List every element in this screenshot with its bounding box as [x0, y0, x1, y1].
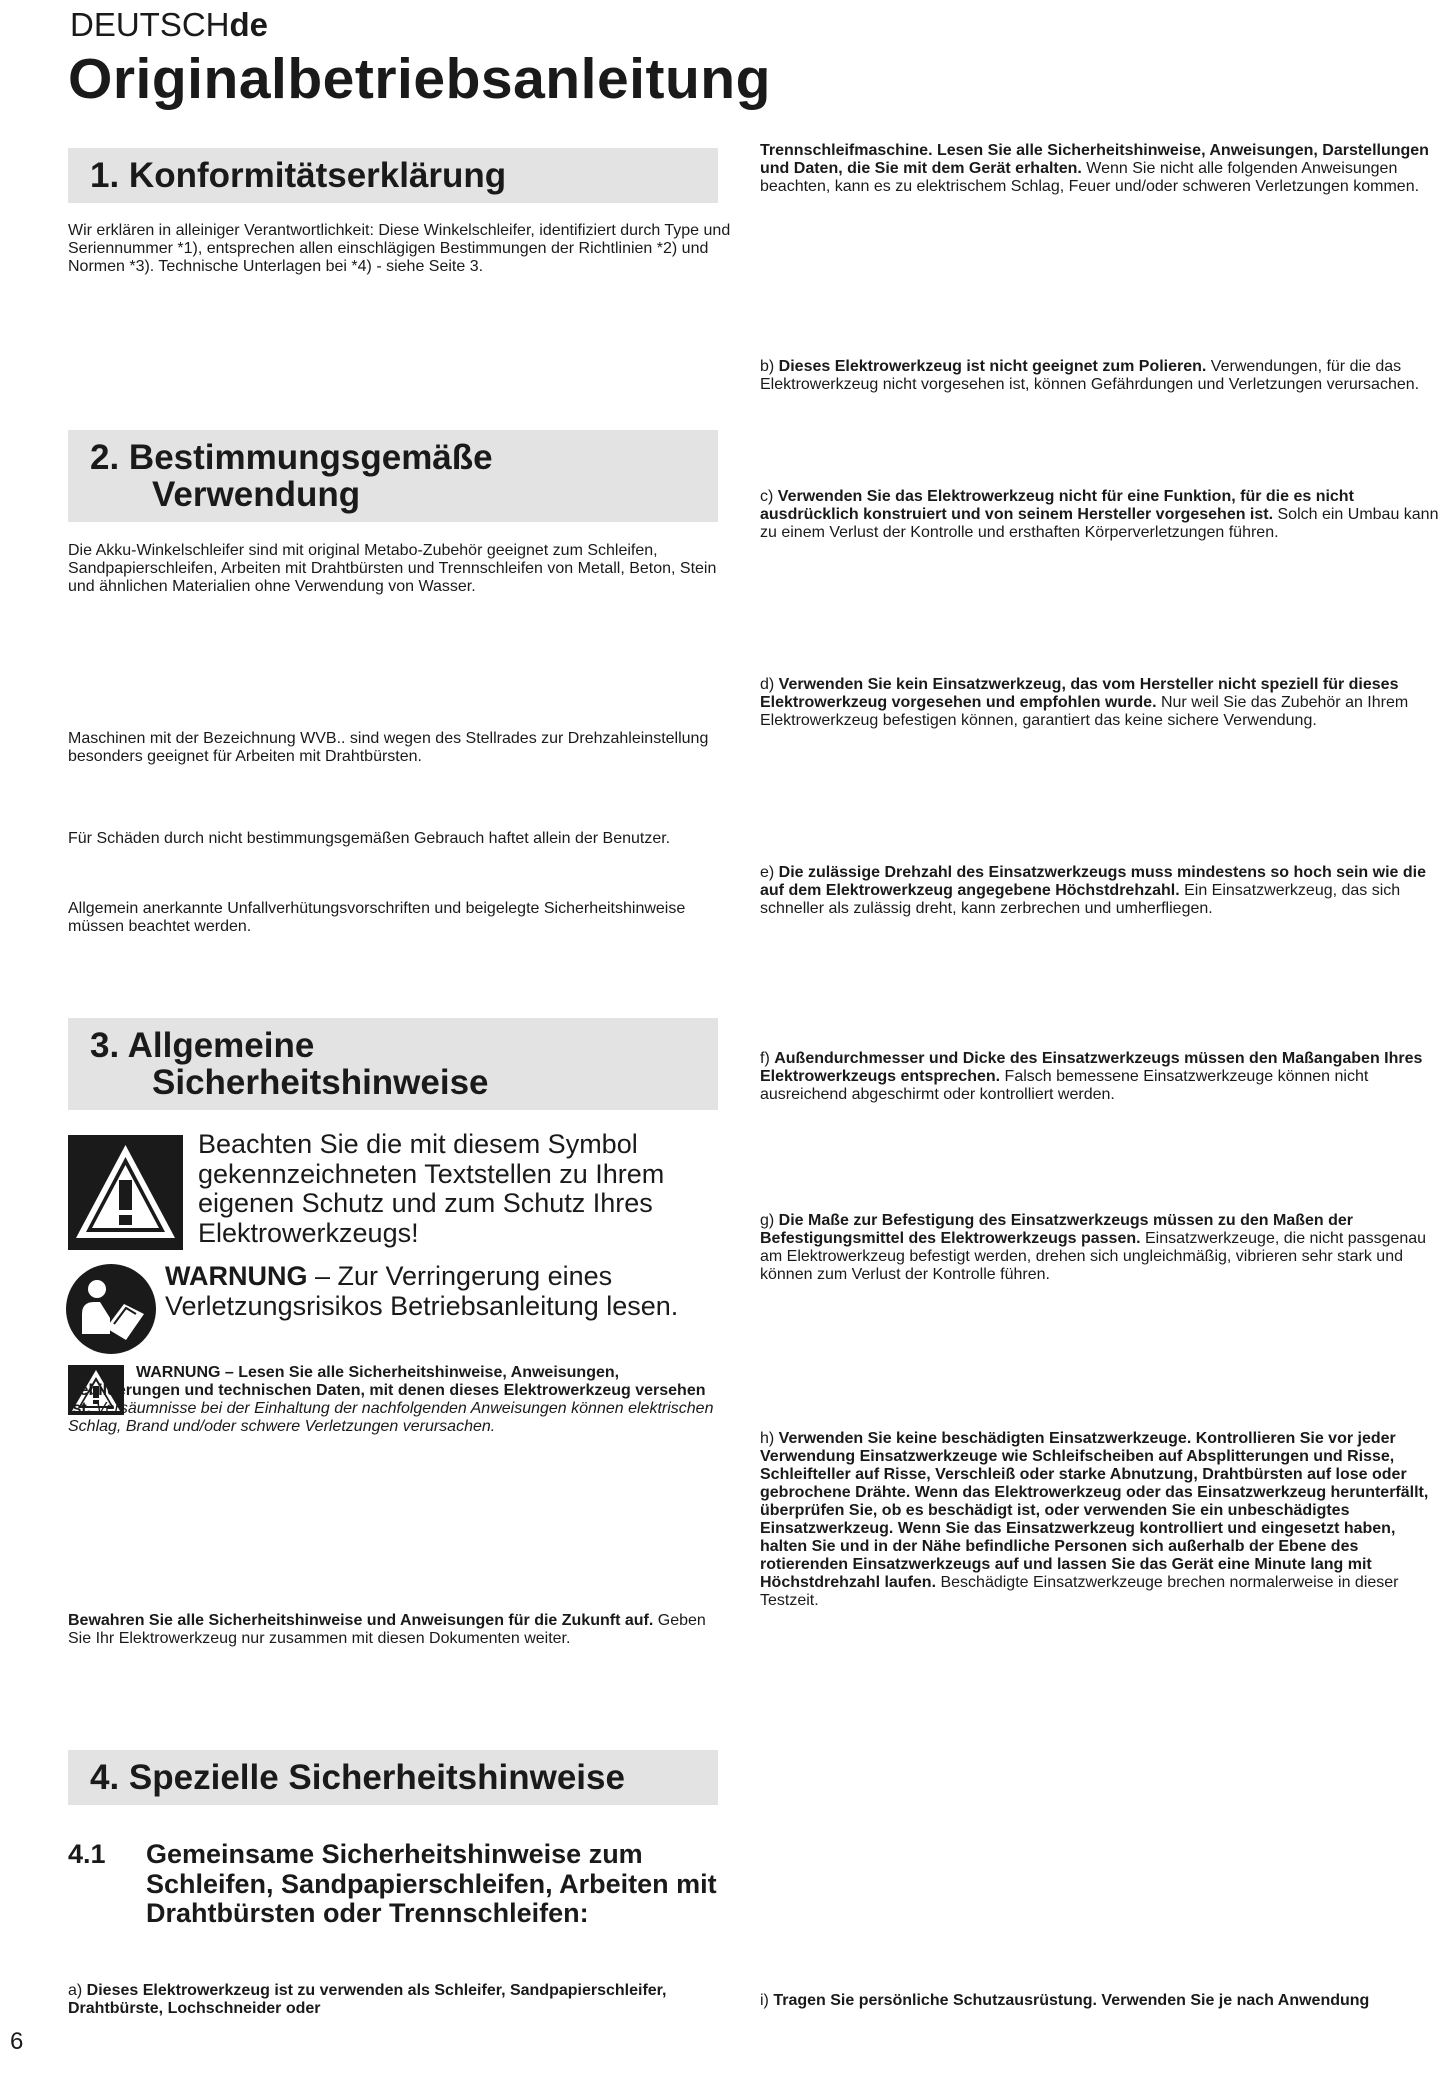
item-e-bold: Die zulässige Drehzahl des Einsatzwerkzeugs muss mindestens so hoch sein wie die auf dem Elektrowerkzeug angegebene Höchstdrehzahl. — [760, 864, 1426, 899]
item-c-label: c) — [760, 488, 778, 505]
section-2-paragraph-1: Die Akku-Winkelschleifer sind mit original Metabo-Zubehör geeignet zum Schleifen, Sandpapierschleifen, Arbeiten mit Drahtbürsten und Trennschleifen von Metall, Beton, Stein und ähnlichen Materialien ohne Verwendung von Wasser. — [68, 542, 717, 595]
section-2-title-line2: Verwendung — [152, 475, 361, 514]
item-b-text: Verwendungen, für die das Elektrowerkzeug nicht vorgesehen ist, können Gefährdungen und Verletzungen verursachen. — [760, 358, 1420, 393]
item-a-text: Wenn Sie nicht alle folgenden Anweisungen beachten, kann es zu elektrischem Schlag, Feuer und/oder schweren Verletzungen kommen. — [760, 160, 1420, 195]
item-a-bold-right: Trennschleifmaschine. Lesen Sie alle Sicherheitshinweise, Anweisungen, Darstellungen und Daten, die Sie mit dem Gerät erhalten. — [760, 142, 1429, 177]
page-number: 6 — [10, 2028, 24, 2055]
section-4-title: 4. Spezielle Sicherheitshinweise — [90, 1758, 625, 1797]
item-c-bold: Verwenden Sie das Elektrowerkzeug nicht für eine Funktion, für die es nicht ausdrücklich konstruiert und von seinem Hersteller vorgesehen ist. — [760, 488, 1354, 523]
language-code: de — [229, 6, 269, 43]
section-2-heading — [68, 430, 718, 522]
warning-read-manual — [165, 1262, 735, 1321]
item-b — [760, 358, 1440, 394]
item-g-label: g) — [760, 1212, 779, 1229]
warning-1-label: WARNUNG — [165, 1261, 308, 1291]
section-1-title: 1. Konformitätserklärung — [90, 156, 507, 195]
item-f-label: f) — [760, 1050, 775, 1067]
item-h-bold: Verwenden Sie keine beschädigten Einsatzwerkzeuge. Kontrollieren Sie vor jeder Verwendung Einsatzwerkzeuge wie Schleifscheiben auf Absplitterungen und Risse, Schleifteller auf Risse, Verschleiß oder starke Abnutzung, Drahtbürsten auf lose oder gebrochene Drähte. Wenn das Elektrowerkzeug oder das Einsatzwerkzeug herunterfällt, überprüfen Sie, ob es beschädigt ist, oder verwenden Sie ein unbeschädigtes Einsatzwerkzeug. Wenn Sie das Einsatzwerkzeug kontrolliert und eingesetzt haben, halten Sie und in der Nähe befindliche Personen sich außerhalb der Ebene des rotierenden Einsatzwerkzeugs auf und lassen Sie das Gerät eine Minute lang mit Höchstdrehzahl laufen. — [760, 1430, 1429, 1591]
warning-read-all — [68, 1364, 733, 1436]
item-a-label: a) — [68, 1982, 87, 1999]
keep-instructions-bold: Bewahren Sie alle Sicherheitshinweise und Anweisungen für die Zukunft auf. — [68, 1612, 654, 1629]
item-g — [760, 1212, 1440, 1284]
item-d-label: d) — [760, 676, 779, 693]
item-i-label: i) — [760, 1992, 774, 2009]
item-c — [760, 488, 1440, 542]
warning-2-bold: WARNUNG – Lesen Sie alle Sicherheitshinweise, Anweisungen, Bebilderungen und technischen Daten, mit denen dieses Elektrowerkzeug versehen ist. — [68, 1364, 706, 1417]
item-i-bold: Tragen Sie persönliche Schutzausrüstung. Verwenden Sie je nach Anwendung — [773, 1992, 1370, 2009]
item-d — [760, 676, 1440, 730]
read-manual-icon — [64, 1262, 158, 1356]
section-2-paragraph-3: Für Schäden durch nicht bestimmungsgemäßen Gebrauch haftet allein der Benutzer. — [68, 830, 671, 847]
section-1-body: Wir erklären in alleiniger Verantwortlichkeit: Diese Winkelschleifer, identifiziert durch Type und Seriennummer *1), entsprechen allen einschlägigen Bestimmungen der Richtlinien *2) und Normen *3). Technische Unterlagen bei *4) - siehe Seite 3. — [68, 222, 731, 275]
subsection-4-1-title: Gemeinsame Sicherheitshinweise zum Schleifen, Sandpapierschleifen, Arbeiten mit Drahtbürsten oder Trennschleifen: — [146, 1839, 717, 1928]
item-f-text: Falsch bemessene Einsatzwerkzeuge können nicht ausreichend abgeschirmt oder kontrolliert werden. — [760, 1068, 1369, 1103]
item-c-text: Solch ein Umbau kann zu einem Verlust der Kontrolle und ersthaften Körperverletzungen führen. — [760, 506, 1439, 541]
item-h-text: Beschädigte Einsatzwerkzeuge brechen normalerweise in dieser Testzeit. — [760, 1574, 1399, 1609]
item-e — [760, 864, 1440, 918]
section-1-heading — [68, 148, 718, 203]
item-d-text: Nur weil Sie das Zubehör an Ihrem Elektrowerkzeug befestigen können, garantiert das keine sichere Verwendung. — [760, 694, 1409, 729]
item-i — [760, 1992, 1440, 2010]
language-label — [70, 6, 268, 44]
keep-instructions — [68, 1612, 733, 1648]
subsection-4-1-number: 4.1 — [68, 1839, 106, 1869]
document-title: Originalbetriebsanleitung — [68, 47, 771, 111]
item-g-text: Einsatzwerkzeuge, die nicht passgenau am Elektrowerkzeug befestigt werden, drehen sich ungleichmäßig, vibrieren sehr stark und können zum Verlust der Kontrolle führen. — [760, 1230, 1427, 1283]
warning-2-italic: Versäumnisse bei der Einhaltung der nachfolgenden Anweisungen können elektrischen Schlag, Brand und/oder schwere Verletzungen verursachen. — [68, 1400, 714, 1435]
item-g-bold: Die Maße zur Befestigung des Einsatzwerkzeugs müssen zu den Maßen der Befestigungsmittel des Elektrowerkzeugs passen. — [760, 1212, 1354, 1247]
item-d-bold: Verwenden Sie kein Einsatzwerkzeug, das vom Hersteller nicht speziell für dieses Elektrowerkzeug vorgesehen und empfohlen wurde. — [760, 676, 1399, 711]
item-h-label: h) — [760, 1430, 779, 1447]
section-4-heading — [68, 1750, 718, 1805]
section-3-title-line1: 3. Allgemeine — [90, 1026, 315, 1065]
section-3-title-line2: Sicherheitshinweise — [152, 1063, 489, 1102]
item-a-bold-left: Dieses Elektrowerkzeug ist zu verwenden als Schleifer, Sandpapierschleifer, Drahtbürste, Lochschneider oder — [68, 1982, 667, 2017]
section-2-paragraph-4: Allgemein anerkannte Unfallverhütungsvorschriften und beigelegte Sicherheitshinweise müssen beachtet werden. — [68, 900, 686, 935]
item-f — [760, 1050, 1440, 1104]
item-a-right — [760, 142, 1440, 196]
subsection-4-1 — [68, 1840, 733, 1929]
item-b-bold: Dieses Elektrowerkzeug ist nicht geeignet zum Polieren. — [778, 358, 1207, 375]
item-b-label: b) — [760, 358, 779, 375]
item-e-text: Ein Einsatzwerkzeug, das sich schneller als zulässig dreht, kann zerbrechen und umherfliegen. — [760, 882, 1401, 917]
symbol-note: Beachten Sie die mit diesem Symbol gekennzeichneten Textstellen zu Ihrem eigenen Schutz und zum Schutz Ihres Elektrowerkzeugs! — [198, 1129, 665, 1248]
language-prefix: DEUTSCH — [70, 6, 230, 43]
item-h — [760, 1430, 1440, 1610]
warning-1-text: – Zur Verringerung eines Verletzungsrisikos Betriebsanleitung lesen. — [165, 1261, 679, 1321]
section-2-title-line1: 2. Bestimmungsgemäße — [90, 438, 493, 477]
section-3-heading — [68, 1018, 718, 1110]
keep-instructions-text: Geben Sie Ihr Elektrowerkzeug nur zusammen mit diesen Dokumenten weiter. — [68, 1612, 706, 1647]
item-f-bold: Außendurchmesser und Dicke des Einsatzwerkzeugs müssen den Maßangaben Ihres Elektrowerkzeugs entsprechen. — [760, 1050, 1423, 1085]
item-e-label: e) — [760, 864, 779, 881]
warning-triangle-icon — [68, 1135, 183, 1250]
section-2-paragraph-2: Maschinen mit der Bezeichnung WVB.. sind wegen des Stellrades zur Drehzahleinstellung besonders geeignet für Arbeiten mit Drahtbürsten. — [68, 730, 709, 765]
item-a-left — [68, 1982, 733, 2018]
